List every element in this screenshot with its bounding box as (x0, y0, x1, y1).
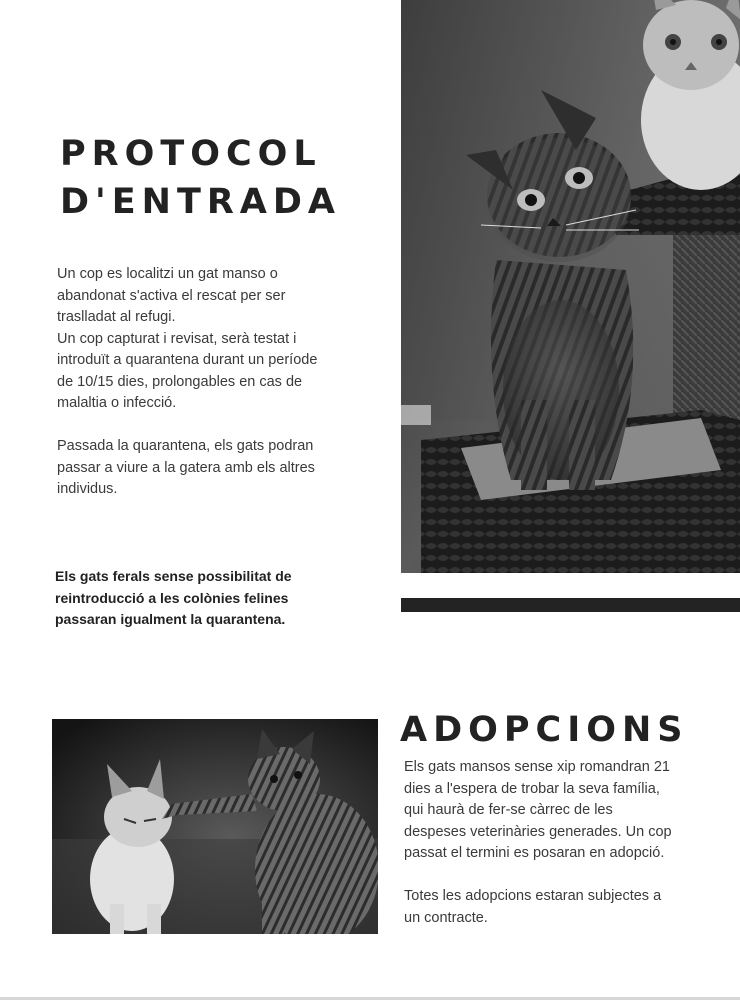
protocol-body (57, 264, 322, 501)
decorative-bar (401, 598, 740, 612)
cats-playing-illustration (52, 719, 378, 934)
adopcions-body (404, 757, 676, 929)
protocol-title (60, 130, 390, 226)
protocol-paragraph-1a: Un cop es localitzi un gat manso o abandonat s'activa el rescat per ser traslladat al refugi. (57, 266, 286, 325)
protocol-paragraph-2: Passada la quarantena, els gats podran passar a viure a la gatera amb els altres individus. (57, 438, 315, 497)
protocol-paragraph-1b: Un cop capturat i revisat, serà testat i introduït a quarantena durant un període de 10/15 dies, prolongables en cas de malaltia o infecció. (57, 330, 318, 411)
adopcions-title: ADOPCIONS (400, 710, 689, 750)
paragraph-spacer (57, 415, 322, 437)
protocol-title-line1: PROTOCOL (60, 134, 322, 174)
photo-cats-playing (52, 719, 378, 934)
feral-cats-note: Els gats ferals sense possibilitat de reintroducció a les colònies felines passaran igualment la quarantena. (55, 568, 292, 627)
cats-tower-illustration (401, 0, 740, 573)
paragraph-spacer (404, 865, 676, 887)
photo-cats-on-tower (401, 0, 740, 573)
protocol-title-line2: D'ENTRADA (60, 182, 342, 222)
adopcions-paragraph-2: Totes les adopcions estaran subjectes a un contracte. (404, 888, 662, 926)
adopcions-paragraph-1: Els gats mansos sense xip romandran 21 dies a l'espera de trobar la seva família, qui haurà de fer-se càrrec de les despeses veterinàries generades. Un cop passat el termini es posaran en adopció. (404, 759, 672, 861)
